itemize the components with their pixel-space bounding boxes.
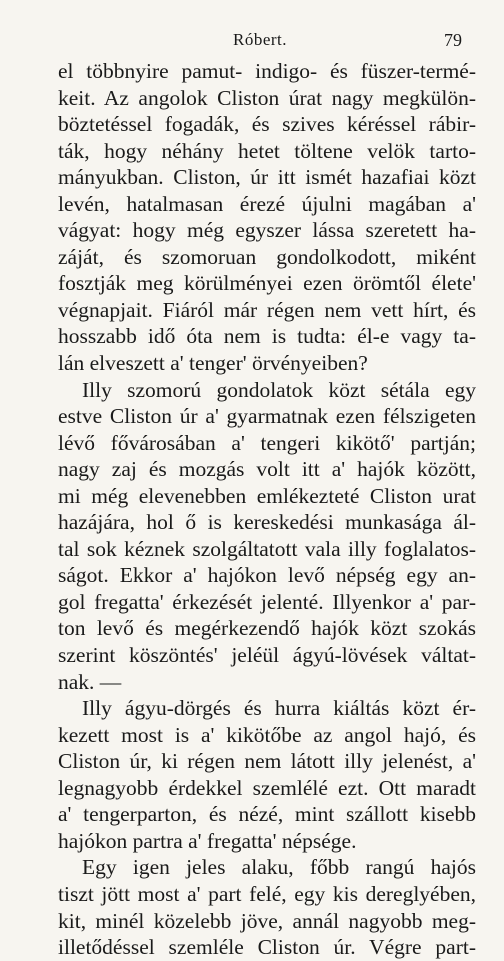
text-line: levén, hatalmasan érezé újulni magában a' — [58, 191, 476, 216]
text-line: el többnyire pamut- indigo- és füszer-termé- — [58, 59, 476, 83]
text-line: Cliston úr, ki régen nem látott illy jelenést, a' — [58, 749, 476, 774]
text-line: Illy szomorú gondolatok közt sétála egy — [82, 377, 476, 402]
text-line: végnapjait. Fiáról már régen nem vett hírt, és — [58, 297, 476, 322]
text-line: estve Cliston úr a' gyarmatnak ezen félszigeten — [58, 404, 476, 429]
text-line: lévő fővárosában a' tengeri kikötő' partján; — [58, 430, 476, 455]
text-line: nak. — — [58, 669, 122, 694]
page-number: 79 — [444, 30, 462, 50]
text-line: fosztják meg körülményei ezen örömtől élete' — [58, 271, 476, 296]
text-line: hazájára, hol ő is kereskedési munkasága ál- — [58, 510, 476, 535]
text-line: hosszabb idő óta nem is tudta: él-e vagy ta- — [58, 324, 476, 349]
text-line: kit, minél közelebb jöve, annál nagyobb meg- — [58, 908, 476, 933]
text-line: vágyat: hogy még egyszer lássa szeretett ha- — [58, 218, 476, 243]
text-line: ták, hogy néhány hetet töltene velök tarto- — [58, 138, 476, 163]
text-line: böztetéssel fogadák, és szives kéréssel rábir- — [58, 112, 476, 137]
text-line: legnagyobb érdekkel szemlélé ezt. Ott maradt — [58, 775, 476, 800]
text-line: ton levő és megérkezendő hajók közt szokás — [58, 616, 476, 641]
text-line: szerint köszöntés' jeléül ágyú-lövések váltat- — [58, 643, 476, 668]
text-line: mi még elevenebben emlékezteté Cliston urat — [58, 483, 476, 508]
text-line: Egy igen jeles alaku, főbb rangú hajós — [82, 855, 476, 880]
text-line: keit. Az angolok Cliston úrat nagy megkülön- — [58, 85, 476, 110]
running-head — [58, 30, 462, 54]
text-line: ságot. Ekkor a' hajókon levő népség egy an- — [58, 563, 476, 588]
text-line: kezett most is a' kikötőbe az angol hajó, és — [58, 722, 476, 747]
text-line: lán elveszett a' tenger' örvényeiben? — [58, 351, 368, 376]
text-line: gol fregatta' érkezését jelenté. Illyenkor a' par- — [58, 589, 476, 614]
text-line: tal sok kéznek szolgáltatott vala illy foglalatos- — [58, 536, 476, 561]
text-line: nagy zaj és mozgás volt itt a' hajók között, — [58, 457, 476, 482]
text-line: hajókon partra a' fregatta' népsége. — [58, 828, 357, 853]
text-line: a' tengerparton, és nézé, mint szállott kisebb — [58, 802, 476, 827]
text-line: tiszt jött most a' part felé, egy kis dereglyében, — [58, 881, 476, 906]
body-text — [58, 58, 476, 961]
text-line: mányukban. Cliston, úr itt ismét hazafiai közt — [58, 165, 476, 190]
text-line: illetődéssel szemléle Cliston úr. Végre part- — [58, 935, 476, 960]
text-line: záját, és szomoruan gondolkodott, miként — [58, 244, 476, 269]
running-title: Róbert. — [232, 30, 288, 49]
text-line: Illy ágyu-dörgés és hurra kiáltás közt ér- — [82, 696, 476, 721]
